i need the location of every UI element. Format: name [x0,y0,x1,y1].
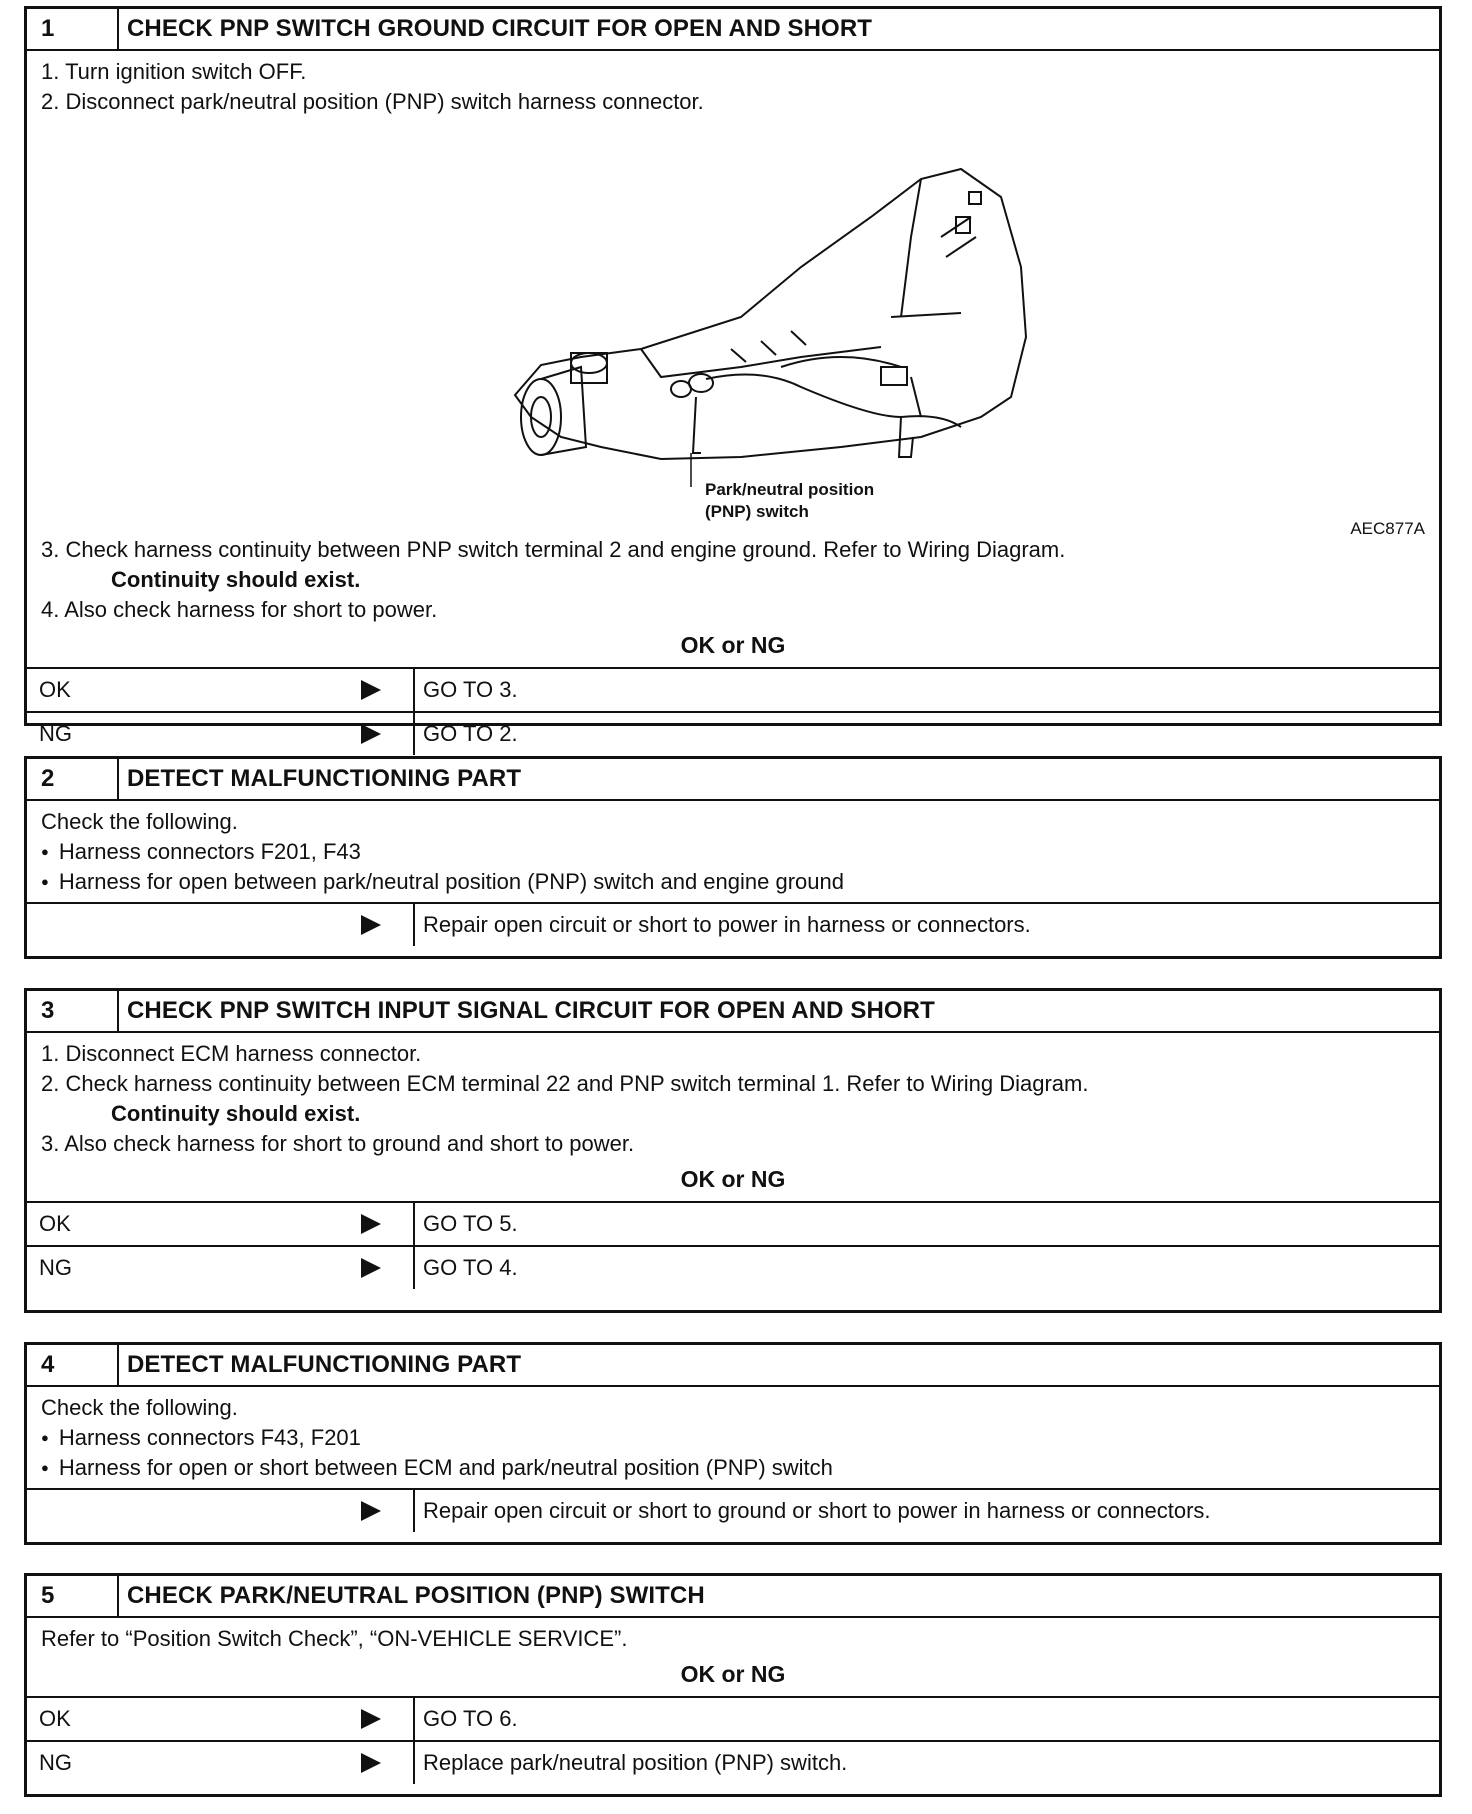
result-text: GO TO 6. [423,1706,518,1731]
pnp-switch-figure [41,117,1425,538]
result-row [27,1488,1439,1532]
figure-callout-label: (PNP) switch [705,502,809,521]
step-4-box [24,1342,1442,1545]
result-text: Repair open circuit or short to ground or short to power in harness or connectors. [423,1498,1211,1523]
instruction-line: 1. Disconnect ECM harness connector. [41,1041,422,1066]
step-number: 2 [27,759,119,799]
step-number: 1 [27,9,119,49]
result-text: Replace park/neutral position (PNP) switch. [423,1750,848,1775]
step-3-box [24,988,1442,1313]
result-row-ng [27,711,1439,755]
result-row-ng [27,1245,1439,1289]
ok-or-ng-label: OK or NG [680,1661,786,1687]
step-1-body [27,51,1439,625]
step-title: CHECK PNP SWITCH GROUND CIRCUIT FOR OPEN AND SHORT [127,15,873,42]
step-2-box [24,756,1442,959]
arrow-right-icon [361,1709,381,1729]
arrow-right-icon [361,1258,381,1278]
arrow-right-icon [361,915,381,935]
instruction-line: Refer to “Position Switch Check”, “ON-VEHICLE SERVICE”. [41,1626,628,1651]
step-number: 5 [27,1576,119,1616]
step-1-header [27,9,1439,51]
result-text: Repair open circuit or short to power in harness or connectors. [423,912,1031,937]
result-row-ok [27,1696,1439,1740]
result-text: GO TO 3. [423,677,518,702]
bullet-item: ● Harness connectors F201, F43 [41,837,1425,867]
result-label: OK [39,1211,71,1236]
step-3-header [27,991,1439,1033]
result-label: NG [39,721,72,746]
step-number: 3 [27,991,119,1031]
arrow-right-icon [361,724,381,744]
instruction-line: 2. Check harness continuity between ECM terminal 22 and PNP switch terminal 1. Refer to Wiring Diagram. [41,1071,1089,1096]
step-title: CHECK PARK/NEUTRAL POSITION (PNP) SWITCH [127,1582,705,1609]
arrow-right-icon [361,1753,381,1773]
step-title: DETECT MALFUNCTIONING PART [127,765,522,792]
arrow-right-icon [361,1214,381,1234]
step-5-body [27,1618,1439,1654]
result-text: GO TO 4. [423,1255,518,1280]
step-4-body [27,1387,1439,1488]
result-label: NG [39,1750,72,1775]
spec-text: Continuity should exist. [111,1101,361,1126]
bullet-item: ● Harness for open between park/neutral position (PNP) switch and engine ground [41,867,1425,897]
instruction-line: 1. Turn ignition switch OFF. [41,59,307,84]
result-row-ok [27,1201,1439,1245]
result-label: NG [39,1255,72,1280]
result-row-ng [27,1740,1439,1784]
step-2-header [27,759,1439,801]
ok-or-ng-label: OK or NG [680,1166,786,1192]
step-title: DETECT MALFUNCTIONING PART [127,1351,522,1378]
result-text: GO TO 5. [423,1211,518,1236]
result-label: OK [39,1706,71,1731]
instruction-line: 3. Check harness continuity between PNP switch terminal 2 and engine ground. Refer to Wiring Diagram. [41,537,1066,562]
step-number: 4 [27,1345,119,1385]
spec-text: Continuity should exist. [111,567,361,592]
figure-callout-label: Park/neutral position [705,480,875,499]
transmission-illustration-icon [41,117,1431,487]
step-3-body [27,1033,1439,1159]
instruction-line: 4. Also check harness for short to power. [41,597,438,622]
step-4-header [27,1345,1439,1387]
intro-text: Check the following. [41,1395,238,1420]
result-label: OK [39,677,71,702]
intro-text: Check the following. [41,809,238,834]
result-row [27,902,1439,946]
instruction-line: 2. Disconnect park/neutral position (PNP) switch harness connector. [41,89,704,114]
step-2-body [27,801,1439,902]
step-5-header [27,1576,1439,1618]
ok-or-ng-label: OK or NG [680,632,786,658]
bullet-item: ● Harness connectors F43, F201 [41,1423,1425,1453]
arrow-right-icon [361,1501,381,1521]
figure-code: AEC877A [1350,519,1425,538]
arrow-right-icon [361,680,381,700]
bullet-item: ● Harness for open or short between ECM and park/neutral position (PNP) switch [41,1453,1425,1483]
instruction-line: 3. Also check harness for short to ground and short to power. [41,1131,635,1156]
step-title: CHECK PNP SWITCH INPUT SIGNAL CIRCUIT FOR OPEN AND SHORT [127,997,935,1024]
step-1-box [24,6,1442,746]
result-text: GO TO 2. [423,721,518,746]
result-row-ok [27,667,1439,711]
step-5-box [24,1573,1442,1797]
